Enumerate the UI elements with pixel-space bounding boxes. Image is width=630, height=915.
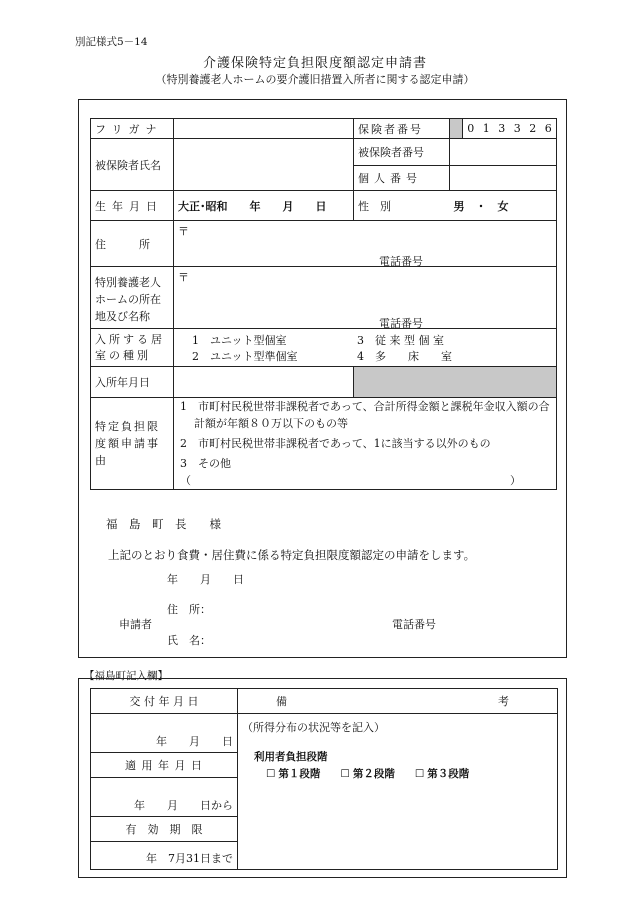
insurer-digit: 3 (498, 122, 506, 135)
room-type-options (174, 329, 557, 367)
insurer-digit: 1 (482, 122, 490, 135)
address-phone-label: 電話番号 (379, 255, 423, 268)
furigana-field[interactable] (174, 119, 354, 139)
stage-checkbox[interactable]: ☐ 第２段階 (340, 766, 394, 781)
room-type-label: 入所する居室の種別 (91, 329, 174, 367)
individual-number-label: 個人番号 (354, 166, 450, 191)
applicant-table (90, 118, 557, 490)
insured-name-label: 被保険者氏名 (91, 139, 174, 191)
birthdate-value[interactable]: 大正･昭和 年 月 日 (174, 191, 354, 221)
gender-value[interactable]: 男 ・ 女 (450, 191, 557, 221)
admission-date-field[interactable] (174, 367, 354, 398)
facility-field[interactable] (174, 267, 557, 329)
valid-value[interactable]: 年 7月31日まで (91, 842, 238, 870)
individual-number-field[interactable] (450, 166, 557, 191)
insurer-digit: 6 (544, 122, 552, 135)
insured-number-label: 被保険者番号 (354, 139, 450, 166)
facility-label: 特別養護老人ホームの所在地及び名称 (91, 267, 174, 329)
address-label: 住 所 (91, 221, 174, 267)
stage-checkbox[interactable]: ☐ 第３段階 (415, 766, 469, 781)
reason-option[interactable]: 3 その他（ ） (180, 457, 521, 487)
remarks-label-2: 考 (498, 695, 509, 708)
valid-label: 有 効 期 限 (91, 817, 238, 842)
applicant-address[interactable]: 住 所： (167, 603, 211, 616)
birthdate-label: 生年月日 (91, 191, 174, 221)
applicant-phone[interactable]: 電話番号 (392, 618, 436, 631)
insurer-digit: 0 (467, 122, 475, 135)
income-note: （所得分布の状況等を記入） (242, 721, 385, 734)
furigana-label: フリガナ (91, 119, 174, 139)
office-table (90, 688, 558, 870)
gender-label: 性 別 (354, 191, 450, 221)
insurer-number-label: 保険者番号 (354, 119, 450, 139)
apply-date-value[interactable]: 年 月 日から (91, 778, 238, 817)
insurer-digit: 2 (529, 122, 537, 135)
apply-date-label: 適 用 年 月 日 (91, 753, 238, 778)
form-number: 別記様式5－14 (75, 36, 148, 48)
insurer-digit: 3 (513, 122, 521, 135)
facility-phone-label: 電話番号 (379, 317, 423, 330)
issue-date-value[interactable]: 年 月 日 (91, 714, 238, 753)
applicant-name[interactable]: 氏 名： (167, 634, 211, 647)
declaration-date[interactable]: 年 月 日 (167, 573, 244, 586)
burden-label: 利用者負担段階 (254, 751, 328, 763)
room-type-option[interactable]: 2 ユニット型準個室 (192, 349, 298, 363)
admission-date-label: 入所年月日 (91, 367, 174, 398)
remarks-header (238, 689, 558, 714)
stage-options (266, 766, 553, 781)
insured-name-field[interactable] (174, 139, 354, 191)
facility-postal-mark: 〒 (178, 271, 189, 284)
office-section-title: 【福島町記入欄】 (84, 670, 168, 682)
reason-options (174, 398, 557, 490)
room-type-option[interactable]: 4 多 床 室 (357, 349, 452, 363)
insured-number-field[interactable] (450, 139, 557, 166)
remarks-area (238, 714, 558, 870)
applicant-label: 申請者 (119, 618, 152, 631)
postal-mark: 〒 (178, 225, 189, 238)
addressee: 福 島 町 長 様 (106, 517, 221, 531)
insurer-number-shade (450, 119, 463, 139)
reason-label: 特定負担限度額申請事由 (91, 398, 174, 490)
reason-option[interactable]: 1 市町村民税世帯非課税者であって、合計所得金額と課税年金収入額の合計額が年額８０万以下のもの等 (180, 400, 550, 430)
room-type-option[interactable]: 1 ユニット型個室 (192, 333, 287, 347)
issue-date-label: 交 付 年 月 日 (91, 689, 238, 714)
reason-option[interactable]: 2 市町村民税世帯非課税者であって、1に該当する以外のもの (180, 437, 491, 450)
page-subtitle: （特別養護老人ホームの要介護旧措置入所者に関する認定申請） (155, 73, 475, 86)
remarks-label: 備 (276, 695, 287, 708)
declaration-text: 上記のとおり食費・居住費に係る特定負担限度額認定の申請をします。 (108, 548, 476, 562)
insurer-number-value (463, 119, 557, 139)
admission-date-shade (354, 367, 557, 398)
address-field[interactable] (174, 221, 557, 267)
room-type-option[interactable]: 3 従 来 型 個 室 (357, 333, 444, 347)
stage-checkbox[interactable]: ☐ 第１段階 (266, 766, 320, 781)
page-title: 介護保険特定負担限度額認定申請書 (202, 56, 427, 71)
